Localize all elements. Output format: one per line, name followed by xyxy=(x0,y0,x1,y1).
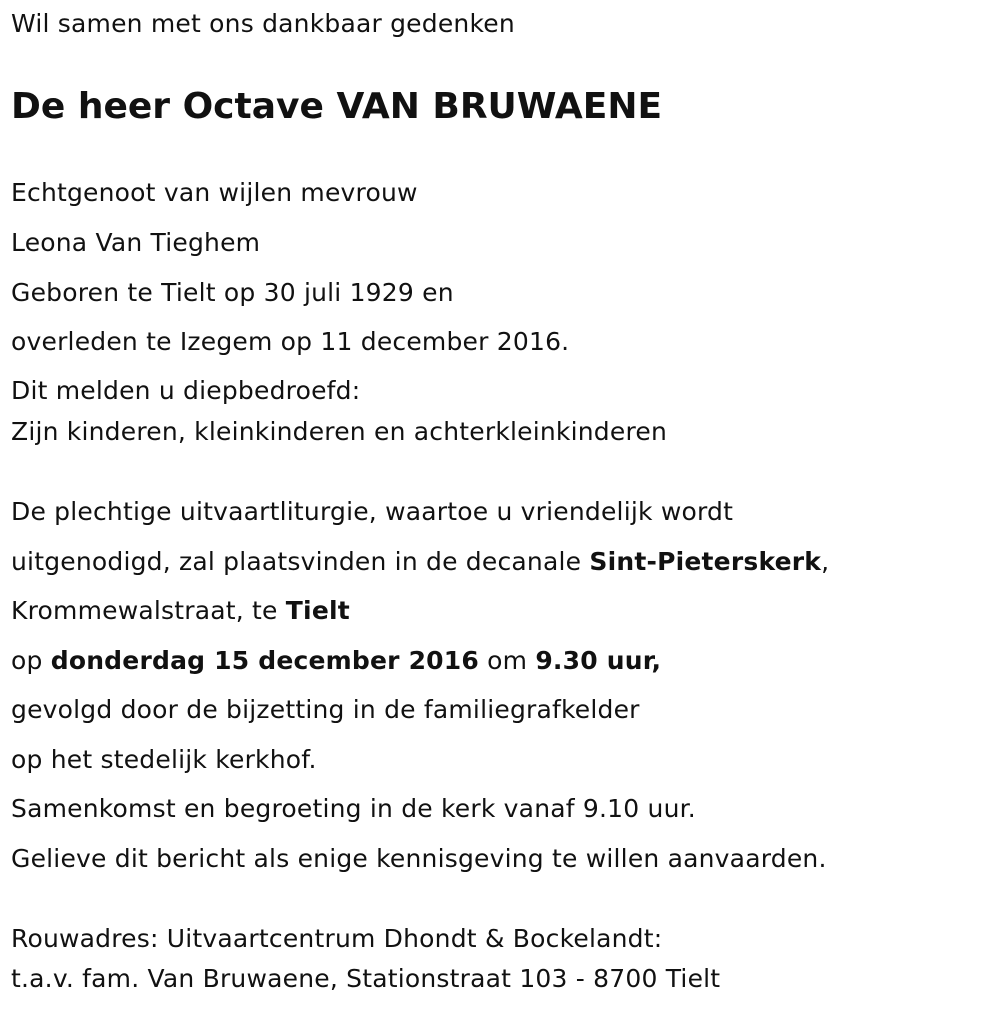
notice-text: Gelieve dit bericht als enige kennisgeving te willen aanvaarden. xyxy=(11,844,827,873)
date-mid: om xyxy=(478,646,536,675)
service-comma: , xyxy=(821,547,830,576)
service-line-2 xyxy=(11,547,829,577)
church-name: Sint-Pieterskerk xyxy=(589,547,822,576)
family-announce: Dit melden u diepbedroefd: xyxy=(11,376,361,405)
date-prefix: op xyxy=(11,646,51,675)
burial-line-1: gevolgd door de bijzetting in de familiegrafkelder xyxy=(11,695,640,724)
deceased-name: De heer Octave VAN BRUWAENE xyxy=(11,86,663,127)
service-date: donderdag 15 december 2016 xyxy=(50,646,479,675)
bio-line-spouse-name: Leona Van Tieghem xyxy=(11,228,261,257)
family-members: Zijn kinderen, kleinkinderen en achterkleinkinderen xyxy=(11,417,668,446)
service-invite-text: uitgenodigd, zal plaatsvinden in de decanale xyxy=(11,547,590,576)
bio-line-spouse: Echtgenoot van wijlen mevrouw xyxy=(11,178,418,207)
service-line-3 xyxy=(11,596,350,626)
address-line-1: Rouwadres: Uitvaartcentrum Dhondt & Bockelandt: xyxy=(11,924,663,953)
service-line-1: De plechtige uitvaartliturgie, waartoe u vriendelijk wordt xyxy=(11,497,734,526)
bio-line-died: overleden te Izegem op 11 december 2016. xyxy=(11,327,570,356)
bio-line-born: Geboren te Tielt op 30 juli 1929 en xyxy=(11,278,454,307)
service-line-4 xyxy=(11,646,661,676)
address-line-2: t.a.v. fam. Van Bruwaene, Stationstraat 103 - 8700 Tielt xyxy=(11,964,721,993)
gathering-text: Samenkomst en begroeting in de kerk vanaf 9.10 uur. xyxy=(11,794,696,823)
street-text: Krommewalstraat, te xyxy=(11,596,286,625)
service-time: 9.30 uur, xyxy=(535,646,662,675)
intro-text: Wil samen met ons dankbaar gedenken xyxy=(11,9,515,38)
burial-line-2: op het stedelijk kerkhof. xyxy=(11,745,317,774)
city-name: Tielt xyxy=(285,596,350,625)
